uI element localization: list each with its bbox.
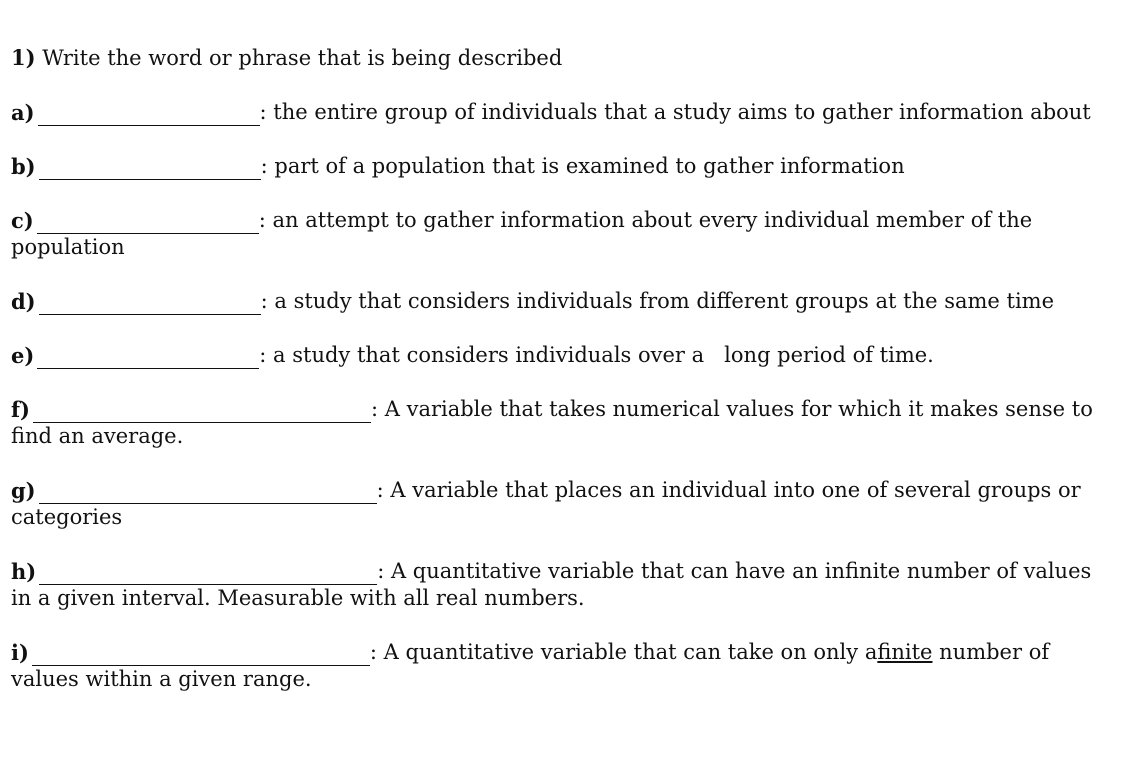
- item-h: [11, 558, 1111, 612]
- item-c: [11, 207, 1111, 261]
- item-description-continued: find an average.: [11, 424, 184, 448]
- answer-blank[interactable]: [33, 403, 371, 423]
- answer-blank[interactable]: [37, 214, 259, 234]
- item-description-pre: : A quantitative variable that can take on only a: [369, 640, 878, 664]
- item-letter: d): [11, 289, 36, 314]
- item-description-continued: in a given interval. Measurable with all real numbers.: [11, 586, 585, 610]
- question-text: Write the word or phrase that is being described: [42, 46, 563, 70]
- item-letter: h): [11, 559, 37, 584]
- item-description: : an attempt to gather information about every individual member of the: [258, 208, 1033, 232]
- item-d: [11, 288, 1111, 315]
- answer-blank[interactable]: [39, 484, 377, 504]
- item-description-continued: population: [11, 235, 125, 259]
- answer-blank[interactable]: [39, 160, 261, 180]
- answer-blank[interactable]: [39, 565, 377, 585]
- item-description-continued: values within a given range.: [11, 667, 312, 691]
- item-letter: g): [11, 478, 36, 503]
- item-description: : part of a population that is examined to gather information: [260, 154, 905, 178]
- item-letter: c): [11, 208, 34, 233]
- item-letter: a): [11, 100, 35, 125]
- answer-blank[interactable]: [32, 646, 370, 666]
- underlined-word: finite: [877, 640, 933, 664]
- question-number: 1): [11, 45, 36, 70]
- item-letter: i): [11, 640, 29, 665]
- item-f: [11, 396, 1111, 450]
- item-description: [370, 639, 1049, 666]
- item-a: [11, 99, 1111, 126]
- answer-blank[interactable]: [39, 295, 261, 315]
- answer-blank[interactable]: [37, 349, 259, 369]
- item-description: : A variable that places an individual into one of several groups or: [376, 478, 1081, 502]
- item-description: : the entire group of individuals that a study aims to gather information about: [259, 100, 1091, 124]
- item-i: [11, 639, 1111, 693]
- item-description-post: number of: [932, 640, 1050, 664]
- item-letter: f): [11, 397, 30, 422]
- question-heading: [11, 44, 562, 72]
- item-letter: e): [11, 343, 35, 368]
- item-b: [11, 153, 1111, 180]
- item-description: : A variable that takes numerical values for which it makes sense to: [370, 397, 1093, 421]
- answer-blank[interactable]: [38, 106, 260, 126]
- item-g: [11, 477, 1111, 531]
- item-description-continued: categories: [11, 505, 123, 529]
- item-e: [11, 342, 1111, 369]
- item-description: : a study that considers individuals over a long period of time.: [259, 343, 934, 367]
- item-letter: b): [11, 154, 36, 179]
- item-description: : a study that considers individuals from different groups at the same time: [260, 289, 1055, 313]
- item-description: : A quantitative variable that can have an infinite number of values: [377, 559, 1092, 583]
